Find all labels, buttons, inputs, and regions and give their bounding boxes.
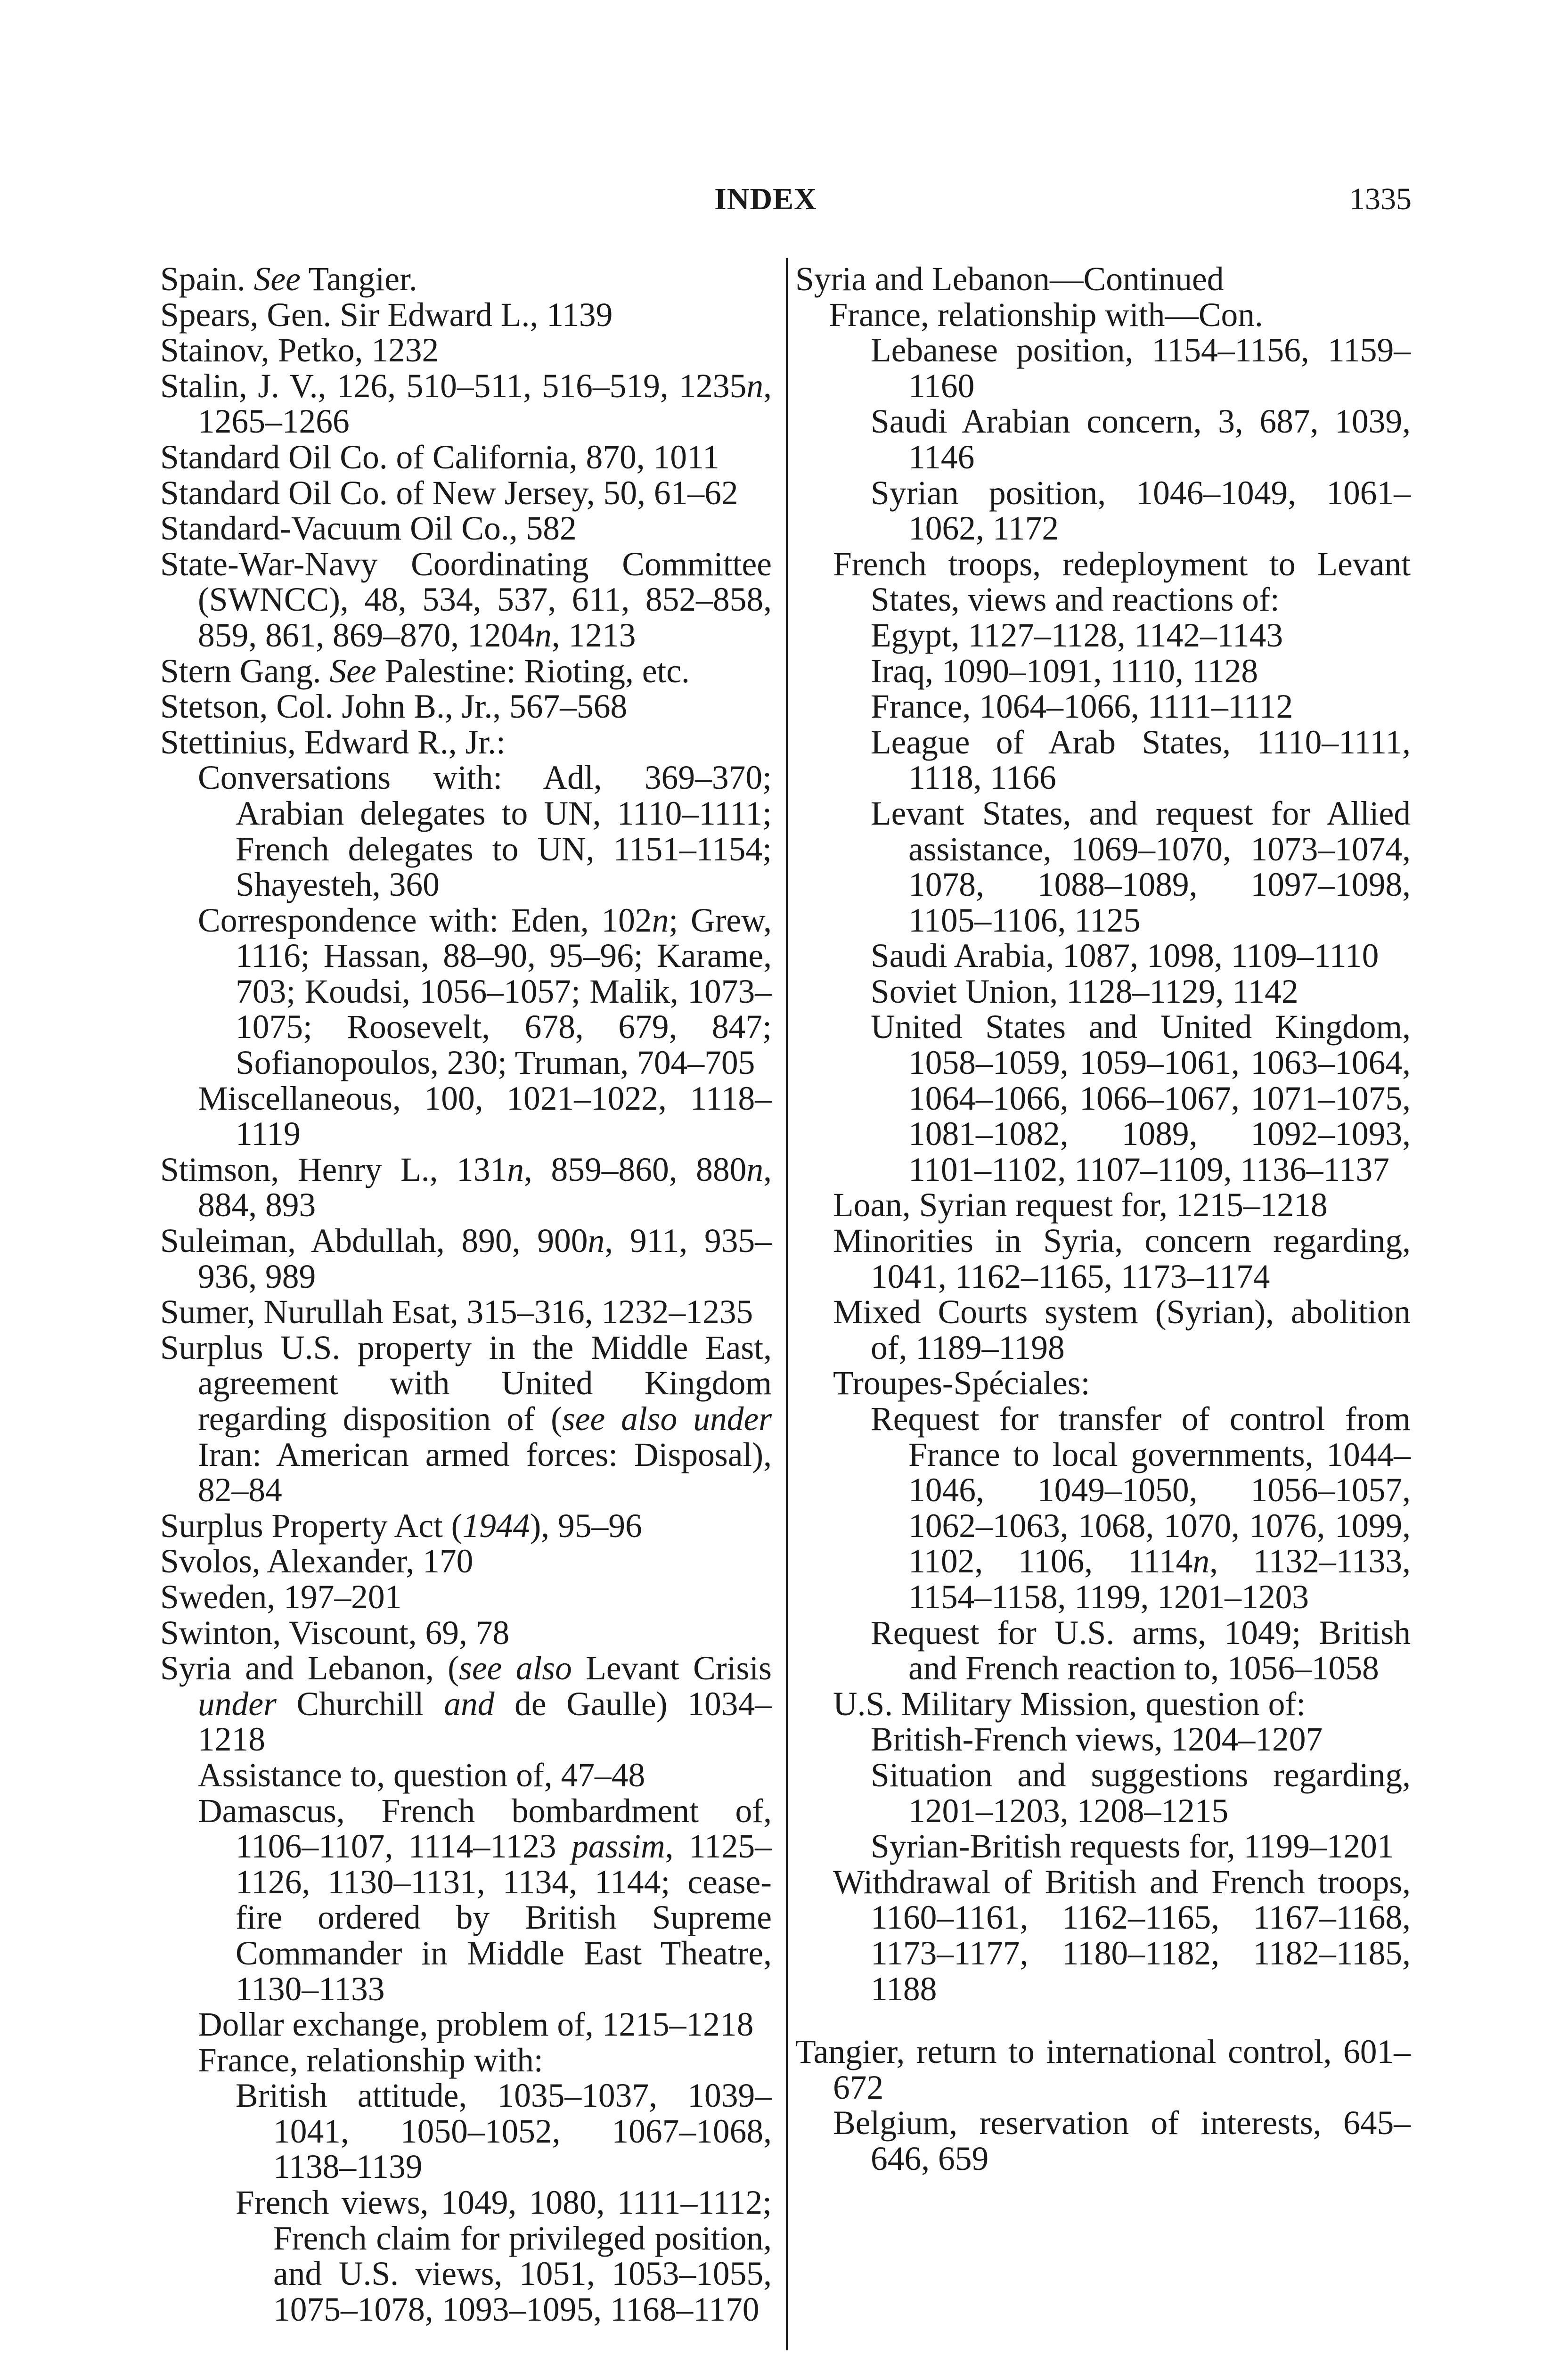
index-entry: Levant States, and request for Allied assistance, 1069–1070, 1073–1074, 1078, 1088–1089, 1097–1098, 1105–1106, 1125 [871, 794, 1411, 939]
index-entry: Surplus U.S. property in the Middle East, agreement with United Kingdom regarding disposition of (see also under Iran: American armed forces: Disposal), 82–84 [160, 1329, 772, 1509]
index-entry: U.S. Military Mission, question of: [833, 1685, 1306, 1723]
index-entry: Dollar exchange, problem of, 1215–1218 [198, 2006, 754, 2044]
index-entry: United States and United Kingdom, 1058–1059, 1059–1061, 1063–1064, 1064–1066, 1066–1067, 1071–1075, 1081–1082, 1089, 1092–1093, 1101–1102, 1107–1109, 1136–1137 [871, 1008, 1411, 1188]
index-entry: Swinton, Viscount, 69, 78 [160, 1614, 510, 1652]
index-entry: Stalin, J. V., 126, 510–511, 516–519, 1235n, 1265–1266 [160, 367, 772, 441]
index-entry: French troops, redeployment to Levant States, views and reactions of: [833, 545, 1411, 619]
index-entry: Soviet Union, 1128–1129, 1142 [871, 973, 1298, 1010]
index-entry: Minorities in Syria, concern regarding, 1041, 1162–1165, 1173–1174 [833, 1222, 1411, 1295]
index-entry: Syrian position, 1046–1049, 1061–1062, 1172 [871, 474, 1411, 548]
index-entry: Standard Oil Co. of New Jersey, 50, 61–62 [160, 474, 738, 512]
index-entry: Saudi Arabian concern, 3, 687, 1039, 1146 [871, 403, 1411, 476]
index-entry: Suleiman, Abdullah, 890, 900n, 911, 935–936, 989 [160, 1222, 772, 1295]
running-head [0, 181, 1568, 224]
index-entry: Lebanese position, 1154–1156, 1159–1160 [871, 332, 1411, 405]
index-entry: British-French views, 1204–1207 [871, 1721, 1323, 1759]
index-entry: Sumer, Nurullah Esat, 315–316, 1232–1235 [160, 1293, 753, 1331]
index-entry: Stern Gang. See Palestine: Rioting, etc. [160, 652, 690, 690]
index-entry: Spears, Gen. Sir Edward L., 1139 [160, 296, 613, 334]
index-entry: Conversations with: Adl, 369–370; Arabian delegates to UN, 1110–1111; French delegates to UN, 1151–1154; Shayesteh, 360 [198, 759, 772, 904]
index-entry: British attitude, 1035–1037, 1039–1041, 1050–1052, 1067–1068, 1138–1139 [236, 2077, 772, 2186]
index-entry: Sweden, 197–201 [160, 1578, 402, 1616]
index-entry: Stetson, Col. John B., Jr., 567–568 [160, 688, 628, 726]
index-entry: Tangier, return to international control, 601–672 [795, 2033, 1411, 2106]
index-entry: Situation and suggestions regarding, 1201–1203, 1208–1215 [871, 1756, 1411, 1830]
index-entry: Belgium, reservation of interests, 645–646, 659 [833, 2104, 1411, 2177]
index-entry: Request for transfer of control from France to local governments, 1044–1046, 1049–1050, 1056–1057, 1062–1063, 1068, 1070, 1076, 1099, 1102, 1106, 1114n, 1132–1133, 1154–1158, 1199, 1201–1203 [871, 1400, 1411, 1616]
page-title: INDEX [714, 182, 817, 216]
index-entry: Saudi Arabia, 1087, 1098, 1109–1110 [871, 937, 1379, 975]
index-entry: Mixed Courts system (Syrian), abolition of, 1189–1198 [833, 1293, 1411, 1366]
index-entry: French views, 1049, 1080, 1111–1112; French claim for privileged position, and U.S. views, 1051, 1053–1055, 1075–1078, 1093–1095, 1168–1170 [236, 2184, 772, 2328]
index-entry: Miscellaneous, 100, 1021–1022, 1118–1119 [198, 1080, 772, 1153]
index-entry: Syria and Lebanon, (see also Levant Crisis under Churchill and de Gaulle) 1034–1218 [160, 1650, 772, 1759]
index-entry: Stainov, Petko, 1232 [160, 332, 439, 369]
index-entry: Standard-Vacuum Oil Co., 582 [160, 510, 577, 548]
index-entry: Spain. See Tangier. [160, 261, 417, 298]
index-entry: Troupes-Spéciales: [833, 1365, 1090, 1402]
index-entry: Request for U.S. arms, 1049; British and French reaction to, 1056–1058 [871, 1614, 1411, 1687]
index-entry: Stimson, Henry L., 131n, 859–860, 880n, 884, 893 [160, 1151, 772, 1224]
index-entry: Correspondence with: Eden, 102n; Grew, 1116; Hassan, 88–90, 95–96; Karame, 703; Koudsi, 1056–1057; Malik, 1073–1075; Roosevelt, 678, 679, 847; Sofianopoulos, 230; Truman, 704–705 [198, 901, 772, 1082]
index-entry: Damascus, French bombardment of, 1106–1107, 1114–1123 passim, 1125–1126, 1130–1131, 1134, 1144; cease-fire ordered by British Supreme Commander in Middle East Theatre, 1130–1133 [198, 1792, 772, 2008]
index-entry: Syrian-British requests for, 1199–1201 [871, 1828, 1394, 1865]
column-divider [786, 258, 788, 2350]
index-entry: League of Arab States, 1110–1111, 1118, 1166 [871, 723, 1411, 797]
index-entry: Loan, Syrian request for, 1215–1218 [833, 1186, 1328, 1224]
index-column-left [160, 262, 772, 2327]
index-entry: Withdrawal of British and French troops, 1160–1161, 1162–1165, 1167–1168, 1173–1177, 1180–1182, 1182–1185, 1188 [833, 1863, 1411, 2008]
index-entry: Egypt, 1127–1128, 1142–1143 [871, 616, 1283, 654]
index-entry: France, 1064–1066, 1111–1112 [871, 688, 1293, 726]
index-entry: Standard Oil Co. of California, 870, 1011 [160, 438, 719, 476]
page-number: 1335 [1349, 182, 1412, 216]
index-entry: Stettinius, Edward R., Jr.: [160, 723, 506, 761]
index-entry: State-War-Navy Coordinating Committee (SWNCC), 48, 534, 537, 611, 852–858, 859, 861, 869–870, 1204n, 1213 [160, 545, 772, 654]
index-column-right [795, 262, 1411, 2176]
index-entry: Surplus Property Act (1944), 95–96 [160, 1507, 642, 1545]
index-entry: Iraq, 1090–1091, 1110, 1128 [871, 652, 1258, 690]
index-entry: Syria and Lebanon—Continued [795, 261, 1224, 298]
index-entry: Svolos, Alexander, 170 [160, 1543, 474, 1580]
index-entry: Assistance to, question of, 47–48 [198, 1756, 645, 1794]
index-entry: France, relationship with: [198, 2041, 543, 2079]
index-entry: France, relationship with—Con. [795, 296, 1263, 334]
